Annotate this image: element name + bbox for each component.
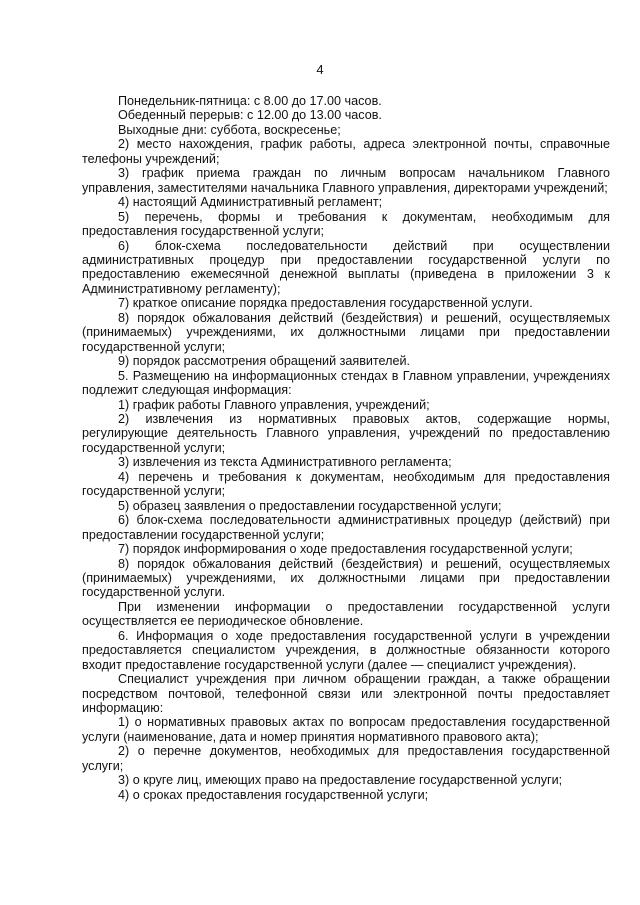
page-number: 4 (316, 62, 324, 77)
paragraph-schedule-weekdays: Понедельник-пятница: с 8.00 до 17.00 часов. (118, 94, 382, 108)
list-item: 2) извлечения из нормативных правовых актов, содержащие нормы, регулирующие деятельность Главного управления, учреждений по предоставлению государственной услуги; (82, 411, 610, 455)
list-item: 8) порядок обжалования действий (бездействия) и решений, осуществляемых (принимаемых) учреждениями, их должностными лицами при предоставлении государственной услуги; (82, 310, 610, 354)
list-item: 7) краткое описание порядка предоставления государственной услуги. (118, 296, 533, 311)
list-item: 7) порядок информирования о ходе предоставления государственной услуги; (118, 542, 573, 557)
paragraph-update-note: При изменении информации о предоставлении государственной услуги осуществляется ее периодическое обновление. (82, 599, 610, 629)
paragraph-schedule-weekend: Выходные дни: суббота, воскресенье; (118, 122, 341, 137)
list-item: 3) график приема граждан по личным вопросам начальником Главного управления, заместителями начальника Главного управления, директорами учреждений; (82, 166, 610, 195)
list-item: 2) место нахождения, график работы, адреса электронной почты, справочные телефоны учреждений; (82, 137, 610, 166)
list-item: 4) перечень и требования к документам, необходимым для предоставления государственной услуги; (82, 469, 610, 499)
paragraph-specialist-info: Специалист учреждения при личном обращении граждан, а также обращении посредством почтовой, телефонной связи или электронной почты предоставляет информацию: (82, 672, 610, 716)
list-item: 4) о сроках предоставления государственной услуги; (118, 787, 429, 802)
list-item: 2) о перечне документов, необходимых для предоставления государственной услуги; (82, 744, 610, 773)
list-item: 5) перечень, формы и требования к документам, необходимым для предоставления государственной услуги; (82, 209, 610, 239)
list-item: 6) блок-схема последовательности действий при осуществлении административных процедур при предоставлении государственной услуги по предоставлению ежемесячной денежной выплаты (приведена в приложении 3 к Административному регламенту); (82, 238, 610, 296)
document-body (82, 94, 610, 802)
list-item: 8) порядок обжалования действий (бездействия) и решений, осуществляемых (принимаемых) учреждениями, их должностными лицами при предоставлении государственной услуги. (82, 556, 610, 600)
list-item: 4) настоящий Административный регламент; (118, 195, 383, 210)
list-item: 9) порядок рассмотрения обращений заявителей. (118, 354, 411, 369)
list-item: 3) извлечения из текста Административного регламента; (118, 455, 452, 470)
list-item: 6) блок-схема последовательности административных процедур (действий) при предоставлении государственной услуги; (82, 513, 610, 542)
list-item: 3) о круге лиц, имеющих право на предоставление государственной услуги; (118, 773, 563, 788)
list-item: 1) о нормативных правовых актах по вопросам предоставления государственной услуги (наименование, дата и номер принятия нормативного правового акта); (82, 715, 610, 744)
section-paragraph-5: 5. Размещению на информационных стендах в Главном управлении, учреждениях подлежит следующая информация: (82, 368, 610, 398)
list-item: 5) образец заявления о предоставлении государственной услуги; (118, 498, 502, 513)
paragraph-schedule-lunch: Обеденный перерыв: с 12.00 до 13.00 часов. (118, 108, 382, 123)
list-item: 1) график работы Главного управления, учреждений; (118, 397, 430, 412)
section-paragraph-6: 6. Информация о ходе предоставления государственной услуги в учреждении предоставляется специалистом учреждения, в должностные обязанности которого входит предоставление государственной услуги (далее — специалист учреждения). (82, 628, 610, 672)
